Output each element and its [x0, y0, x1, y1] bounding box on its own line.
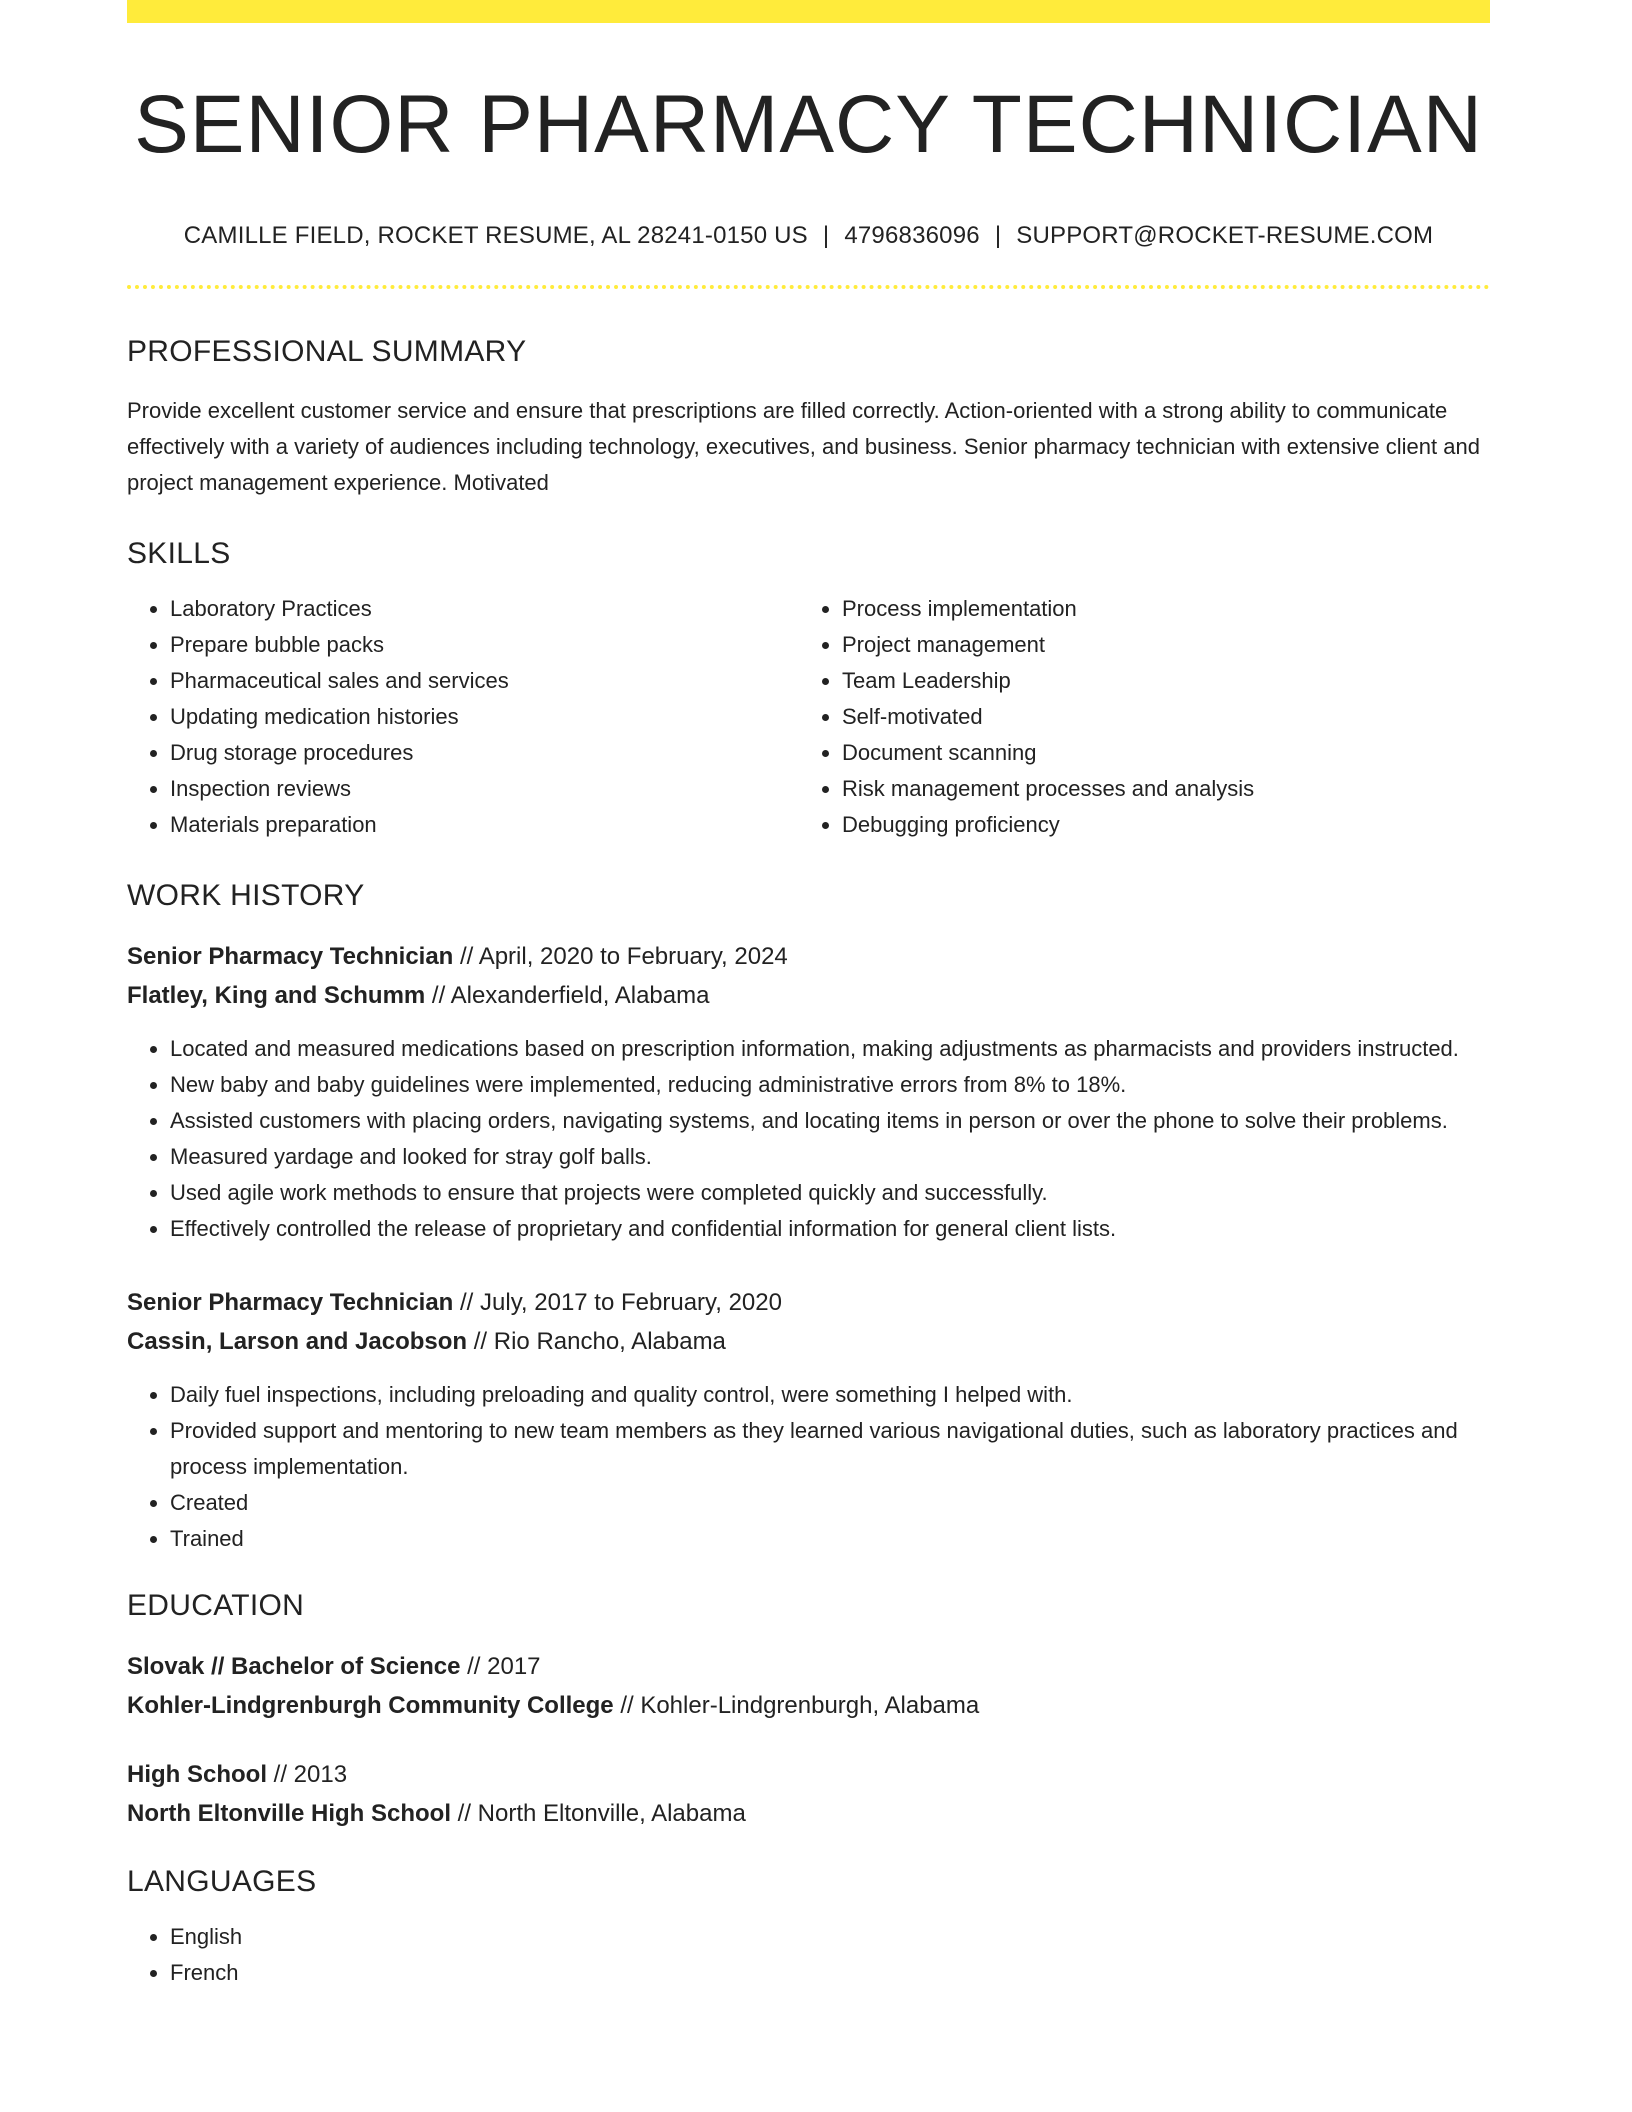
education-school: North Eltonville High School	[127, 1800, 451, 1827]
job-title-line	[127, 937, 1490, 976]
job-bullet: • Assisted customers with placing orders, navigating systems, and locating items in person or over the phone to solve their problems.	[170, 1103, 1490, 1139]
skill-item: • Team Leadership	[842, 663, 1471, 699]
job-bullet: • New baby and baby guidelines were implemented, reducing administrative errors from 8% to 18%.	[170, 1067, 1490, 1103]
skill-item: • Inspection reviews	[170, 771, 799, 807]
skill-item: • Process implementation	[842, 591, 1471, 627]
job-bullet: • Measured yardage and looked for stray golf balls.	[170, 1139, 1490, 1175]
skill-item: • Self-motivated	[842, 699, 1471, 735]
education-degree: Slovak // Bachelor of Science	[127, 1653, 461, 1680]
skill-item: • Debugging proficiency	[842, 807, 1471, 843]
skill-item: • Document scanning	[842, 735, 1471, 771]
skills-heading: SKILLS	[127, 537, 231, 570]
job-bullet: • Trained	[170, 1521, 1490, 1557]
job-bullet: • Created	[170, 1485, 1490, 1521]
job-bullet: • Daily fuel inspections, including preloading and quality control, were something I helped with.	[170, 1377, 1490, 1413]
education-location: // North Eltonville, Alabama	[451, 1800, 746, 1827]
top-accent-bar	[127, 0, 1490, 23]
contact-separator: |	[994, 222, 1002, 249]
skill-item: • Updating medication histories	[170, 699, 799, 735]
job-company: Cassin, Larson and Jacobson	[127, 1328, 468, 1355]
education-school-line	[127, 1686, 1490, 1725]
job-bullet: • Effectively controlled the release of proprietary and confidential information for general client lists.	[170, 1211, 1490, 1247]
job-bullets	[127, 1377, 1490, 1557]
job-entry	[127, 1283, 1490, 1557]
job-location: // Alexanderfield, Alabama	[425, 982, 710, 1009]
work-history-heading: WORK HISTORY	[127, 879, 365, 912]
education-school: Kohler-Lindgrenburgh Community College	[127, 1692, 614, 1719]
job-bullet: • Provided support and mentoring to new team members as they learned various navigational duties, such as laboratory practices and process implementation.	[170, 1413, 1490, 1485]
education-degree-line	[127, 1647, 1490, 1686]
resume-name: SENIOR PHARMACY TECHNICIAN	[134, 79, 1483, 170]
job-title-line	[127, 1283, 1490, 1322]
job-bullet: • Located and measured medications based on prescription information, making adjustments as pharmacists and providers instructed.	[170, 1031, 1490, 1067]
job-company: Flatley, King and Schumm	[127, 982, 426, 1009]
education-year: // 2013	[267, 1761, 348, 1788]
skill-item: • Risk management processes and analysis	[842, 771, 1471, 807]
job-role: Senior Pharmacy Technician	[127, 1289, 454, 1316]
contact-email[interactable]: SUPPORT@ROCKET-RESUME.COM	[1016, 222, 1434, 249]
contact-separator: |	[822, 222, 830, 249]
job-company-line	[127, 976, 1490, 1015]
skill-item: • Project management	[842, 627, 1471, 663]
skills-right-column	[799, 591, 1471, 843]
job-bullets	[127, 1031, 1490, 1247]
education-degree-line	[127, 1755, 1490, 1794]
skill-item: • Laboratory Practices	[170, 591, 799, 627]
education-year: // 2017	[460, 1653, 541, 1680]
education-heading: EDUCATION	[127, 1589, 305, 1622]
job-dates: // April, 2020 to February, 2024	[453, 943, 788, 970]
language-item: • English	[170, 1919, 1490, 1955]
education-degree: High School	[127, 1761, 267, 1788]
skill-item: • Prepare bubble packs	[170, 627, 799, 663]
languages-heading: LANGUAGES	[127, 1865, 317, 1898]
summary-text: Provide excellent customer service and ensure that prescriptions are filled correctly. Action-oriented with a strong ability to communicate effectively with a variety of audiences including technology, executives, and business. Senior pharmacy technician with extensive client and project management experience. Motivated	[127, 398, 1480, 495]
job-bullet: • Used agile work methods to ensure that projects were completed quickly and successfully.	[170, 1175, 1490, 1211]
education-school-line	[127, 1794, 1490, 1833]
language-item: • French	[170, 1955, 1490, 1991]
dotted-divider	[127, 285, 1490, 289]
languages-list	[127, 1919, 1490, 1991]
education-entry	[127, 1647, 1490, 1725]
skills-columns	[127, 591, 1490, 843]
skill-item: • Pharmaceutical sales and services	[170, 663, 799, 699]
job-role: Senior Pharmacy Technician	[127, 943, 454, 970]
contact-address: CAMILLE FIELD, ROCKET RESUME, AL 28241-0150 US	[183, 222, 808, 249]
skill-item: • Materials preparation	[170, 807, 799, 843]
job-dates: // July, 2017 to February, 2020	[453, 1289, 782, 1316]
resume-page	[127, 0, 1490, 1991]
job-entry	[127, 937, 1490, 1247]
skill-item: • Drug storage procedures	[170, 735, 799, 771]
job-company-line	[127, 1322, 1490, 1361]
contact-phone[interactable]: 4796836096	[844, 222, 980, 249]
education-entry	[127, 1755, 1490, 1833]
contact-line	[127, 224, 1490, 248]
education-location: // Kohler-Lindgrenburgh, Alabama	[613, 1692, 980, 1719]
summary-heading: PROFESSIONAL SUMMARY	[127, 335, 527, 368]
job-location: // Rio Rancho, Alabama	[467, 1328, 726, 1355]
skills-left-column	[127, 591, 799, 843]
